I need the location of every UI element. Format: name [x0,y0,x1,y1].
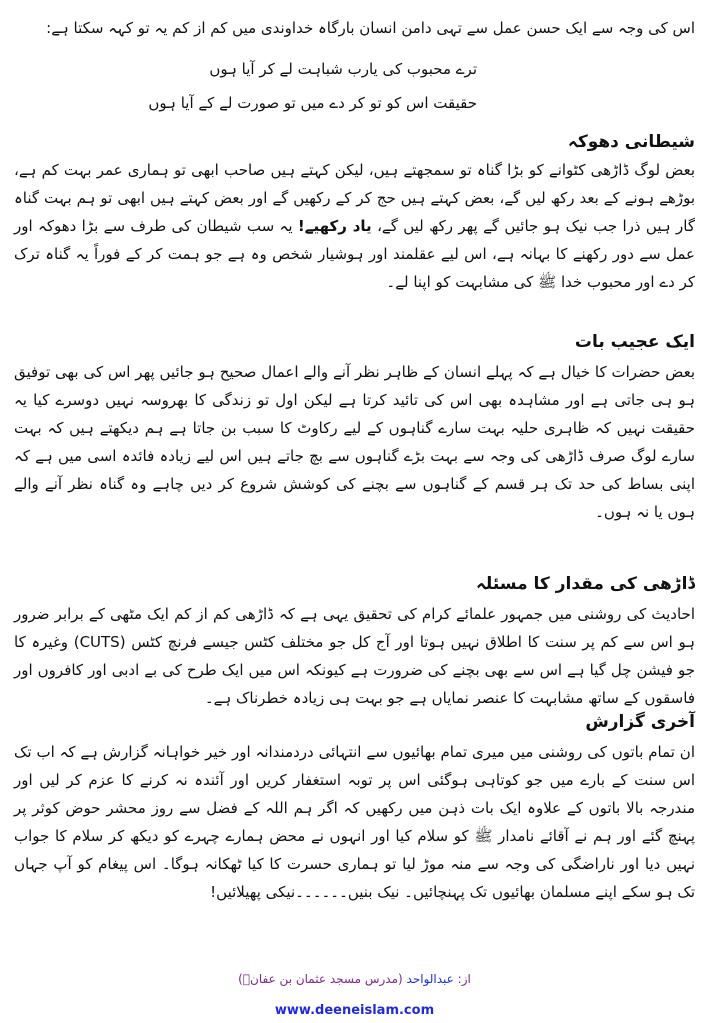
section-heading-akhri-guzarish: آخری گزارش [585,712,695,732]
website-link[interactable]: www.deeneislam.com [274,1003,435,1018]
section-body-ajeeb-baat: بعض حضرات کا خیال ہے کہ پہلے انسان کے ظاہر نظر آنے والے اعمال صحیح ہو جائیں پھر اس کی بھی توفیق ہو ہی جاتی ہے اور مشاہدہ بھی اس کی تائید کرتا ہے لیکن اول تو زندگی کا بھروسہ نہیں دوسرے کیا یہ حقیقت نہیں کہ ظاہری حلیہ بہت سارے گناہوں کے لیے رکاوٹ کا سبب بن جاتا ہے ہم دیکھتے ہیں کہ بہت سارے لوگ صرف ڈاڑھی کی وجہ سے بہت بڑے گناہوں سے بچ جاتے ہیں اس لیے زیادہ فائدہ اسی میں ہے کہ اپنی بساط کی حد تک ہر قسم کے گناہوں سے بچنے کی کوشش شروع کر دیں چاہے وہ گناہ نظر آنے والے ہوں یا نہ ہوں۔ [14,363,695,521]
section1-emphasis: یاد رکھیے! [297,217,372,235]
author-affiliation: (مدرس مسجد عثمان بن عفانؓ) [238,972,403,986]
section-heading-ajeeb-baat: ایک عجیب بات [574,332,695,352]
couplet-line-2: حقیقت اس کو تو کر دے میں تو صورت لے کے آیا ہوں [148,94,477,112]
section-heading-miqdar: ڈاڑھی کی مقدار کا مسئلہ [475,574,695,594]
intro-text: اس کی وجہ سے ایک حسن عمل سے تہی دامن انسان بارگاہ خداوندی میں کم از کم یہ تو کہہ سکتا ہے: [46,19,695,37]
couplet-line-1: ترے محبوب کی یارب شباہت لے کر آیا ہوں [209,60,477,78]
section-body-shaitani-dhoka [14,156,695,296]
section1-text-a: بعض لوگ ڈاڑھی کٹوانے کو بڑا گناہ تو سمجھتے ہیں، لیکن کہتے ہیں صاحب ابھی تو ہماری عمر بہت کم ہے، بوڑھے ہونے کے بعد رکھ لیں گے، بعض کہتے ہیں حج کر کے رکھیں گے اور بعض کہتے ہیں ابھی تو ہم بہت گناہ گار ہیں ذرا جب نیک ہو جائیں گے پھر رکھ لیں گے، [14,161,695,235]
author-credit [0,972,709,986]
author-prefix: از: [457,972,471,986]
intro-paragraph [14,14,695,42]
author-name: عبدالواحد [406,972,454,986]
section1-text-b: یہ سب شیطان کی طرف سے بڑا دھوکہ اور عمل سے دور رکھنے کا بہانہ ہے، اس لیے عقلمند اور ہوشیار شخص وہ ہے جو ہمت کر کے فوراً یہ گناہ ترک کر دے اور محبوب خدا ﷺ کی مشابہت کو اپنا لے۔ [14,217,695,291]
section-heading-shaitani-dhoka: شیطانی دھوکہ [567,132,695,152]
section-body-miqdar: احادیث کی روشنی میں جمہور علمائے کرام کی تحقیق یہی ہے کہ ڈاڑھی کم از کم ایک مٹھی کے برابر ضرور ہو اس سے کم پر سنت کا اطلاق نہیں ہوتا اور آج کل جو مختلف کٹس جیسے فرنچ کٹس (CUTS) وغیرہ کا جو فیشن چل گیا ہے اس سے بھی بچنے کی ضرورت ہے کیونکہ اس میں ایک طرح کی بے ادبی اور کافروں اور فاسقوں کے ساتھ مشابہت کا عنصر نمایاں ہے جو بہت ہی زیادہ خطرناک ہے۔ [14,605,696,707]
section-body-akhri-guzarish: ان تمام باتوں کی روشنی میں میری تمام بھائیوں سے انتہائی دردمندانہ اور خیر خواہانہ گزارش ہے کہ اب تک اس سنت کے بارے میں جو کوتاہی ہوگئی اس پر توبہ استغفار کریں اور آئندہ نہ کرنے کا عزم کر لیں اور مندرجہ بالا باتوں کے علاوہ ایک بات ذہن میں رکھیں کہ اگر ہم اللہ کے فضل سے روز محشر حوض کوثر پر پہنچ گئے اور ہم نے آقائے نامدار ﷺ کو سلام کیا اور انہوں نے محض ہمارے چہرے کو دیکھ کر سلام کا جواب نہیں دیا اور ناراضگی کی وجہ سے منہ موڑ لیا تو ہماری حسرت کا کیا ٹھکانہ ہوگا۔ اس پیغام کو آپ جہاں تک ہو سکے اپنے مسلمان بھائیوں تک پہنچائیں۔ نیک بنیں۔۔۔۔۔۔نیکی پھیلائیں! [14,743,695,901]
